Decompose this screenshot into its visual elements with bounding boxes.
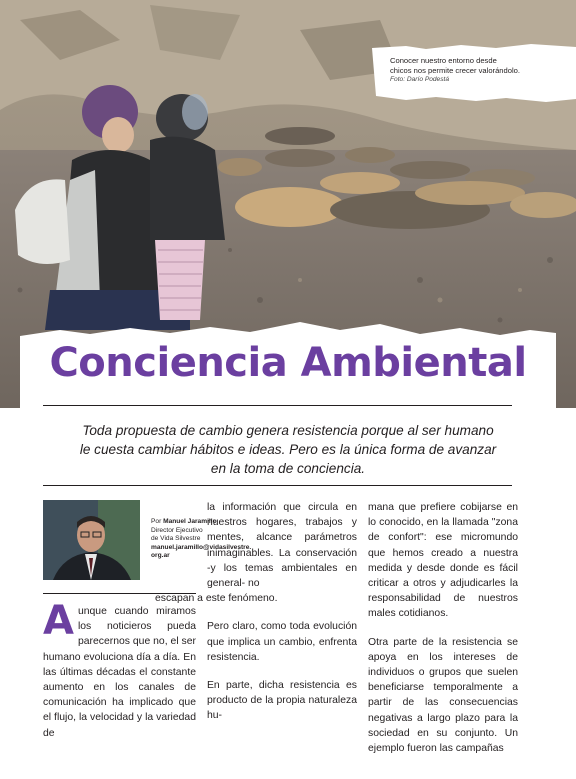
col2-paragraph-1: la información que circula en nuestros hogares, trabajos y mentes, alcance parámetros inimaginables. La conservación -y los temas ambientales en general- no [207, 502, 357, 590]
author-email-2: org.ar [151, 552, 170, 560]
col2-paragraph-3: En parte, dicha resistencia es producto de la propia naturaleza hu- [207, 680, 357, 722]
divider-bottom [43, 485, 512, 486]
drop-cap: A [43, 598, 74, 644]
col2-paragraph-1-end: escapan a este fenómeno. [155, 593, 278, 605]
lead-line-3: en la toma de conciencia. [210, 461, 366, 476]
col2-paragraph-2: Pero claro, como toda evolución que implica un cambio, enfrenta resistencia. [207, 621, 357, 663]
byline-prefix: Por [151, 518, 162, 525]
lead-line-2: le cuesta cambiar hábitos e ideas. Pero es la única forma de avanzar [79, 442, 497, 457]
body-column-3 [368, 500, 518, 769]
divider-top [43, 405, 512, 406]
page-title: Conciencia Ambiental [49, 340, 527, 386]
caption-line-2: chicos nos permite crecer valorándolo. [390, 65, 520, 75]
lead-paragraph [56, 421, 520, 478]
author-role-2: de Vida Silvestre [151, 535, 201, 543]
col3-paragraph-1: mana que prefiere cobijarse en lo conocido, en la llamada "zona de confort": ese micromundo que hemos creado a nuestra medida y desde donde es fácil criticar a otros y adjudicarles la responsabilidad de nuestros males cotidianos. [368, 502, 518, 620]
col3-paragraph-2: Otra parte de la resistencia se apoya en los intereses de individuos o grupos que suelen beneficiarse temporalmente a partir de las consecuencias negativas a largo plazo para la sociedad en su conjunto. Un ejemplo fueron las campañas [368, 636, 518, 755]
author-email-1: manuel.jaramillo@vidasilvestre. [151, 543, 252, 551]
author-portrait [43, 500, 140, 580]
author-role-1: Director Ejecutivo [151, 526, 203, 534]
lead-line-1: Toda propuesta de cambio genera resistencia porque al ser humano [82, 423, 494, 438]
col1-paragraph-1: unque cuando miramos los noticieros pueda parecernos que no, el ser humano evoluciona día a día. En las últimas décadas el constante aumento en los canales de comunicación ha implicado que el flujo, la velocidad y la variedad de [43, 606, 196, 739]
caption-line-1: Conocer nuestro entorno desde [390, 56, 497, 65]
photo-caption [390, 56, 570, 85]
photo-credit: Foto: Darío Podestá [390, 76, 450, 84]
body-column-1 [43, 598, 196, 754]
author-name: Manuel Jaramillo [163, 518, 217, 525]
